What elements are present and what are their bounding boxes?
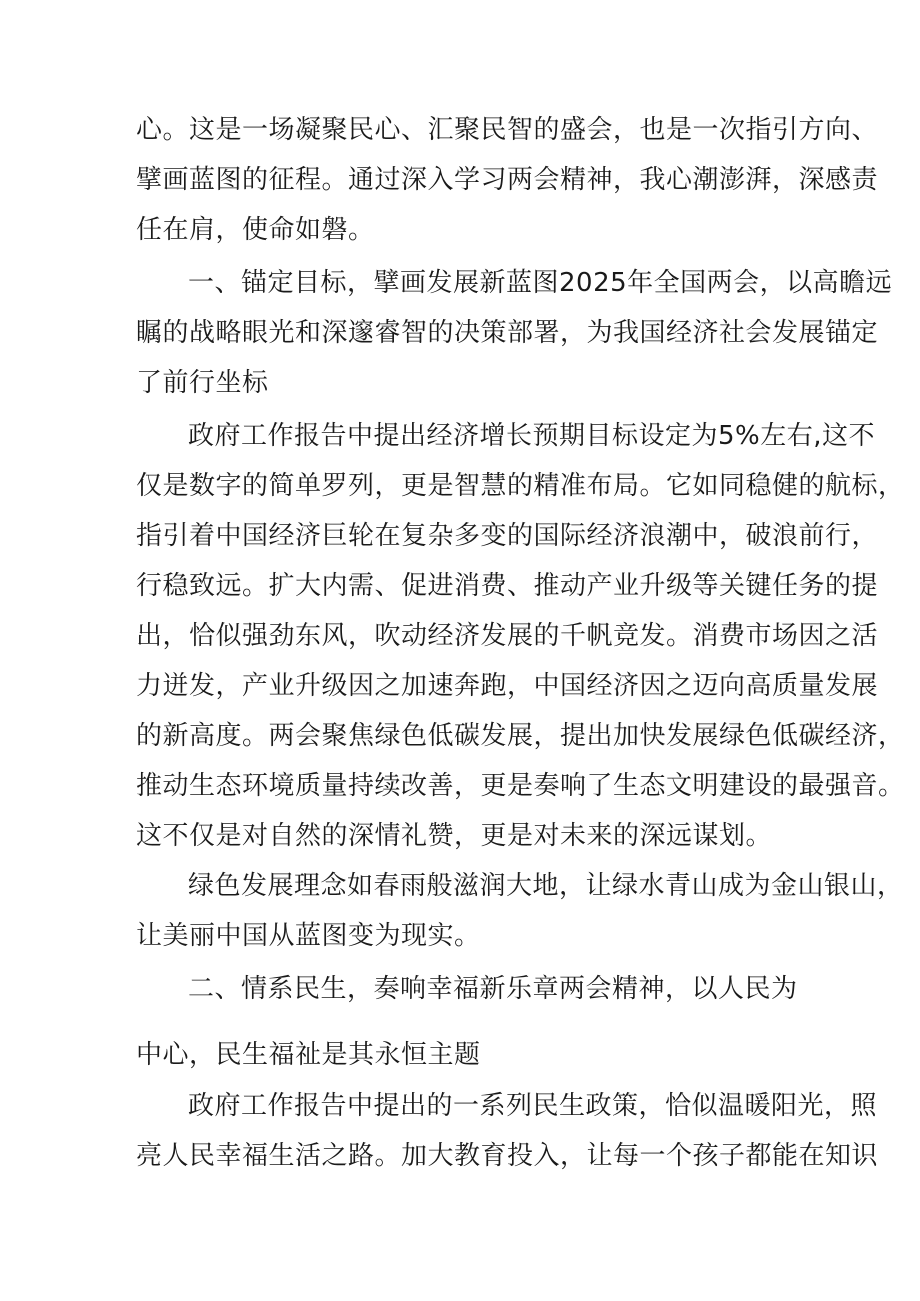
section-heading-line: 二、情系民生，奏响幸福新乐章两会精神，以人民为 bbox=[188, 974, 798, 1004]
body-text-line: 心。这是一场凝聚民心、汇聚民智的盛会，也是一次指引方向、 bbox=[136, 115, 879, 145]
body-text-line: 行稳致远。扩大内需、促进消费、推动产业升级等关键任务的提 bbox=[136, 571, 879, 601]
body-text-line: 力迸发，产业升级因之加速奔跑，中国经济因之迈向高质量发展 bbox=[136, 671, 879, 701]
body-text-line: 政府工作报告中提出的一系列民生政策，恰似温暖阳光，照 bbox=[188, 1091, 878, 1121]
body-text-line: 的新高度。两会聚焦绿色低碳发展，提出加快发展绿色低碳经济， bbox=[136, 721, 905, 751]
section-heading-line: 中心，民生福祉是其永恒主题 bbox=[136, 1040, 481, 1070]
body-text-line: 亮人民幸福生活之路。加大教育投入，让每一个孩子都能在知识 bbox=[136, 1141, 879, 1171]
body-text-line: 仅是数字的简单罗列，更是智慧的精准布局。它如同稳健的航标， bbox=[136, 471, 905, 501]
body-text-line: 擘画蓝图的征程。通过深入学习两会精神，我心潮澎湃，深感责 bbox=[136, 165, 879, 195]
body-text-line: 绿色发展理念如春雨般滋润大地，让绿水青山成为金山银山， bbox=[188, 871, 904, 901]
body-text-line: 指引着中国经济巨轮在复杂多变的国际经济浪潮中，破浪前行， bbox=[136, 521, 879, 551]
section-heading-line: 瞩的战略眼光和深邃睿智的决策部署，为我国经济社会发展锚定 bbox=[136, 318, 879, 348]
body-text-line: 出，恰似强劲东风，吹动经济发展的千帆竞发。消费市场因之活 bbox=[136, 621, 879, 651]
section-heading-line: 一、锚定目标，擘画发展新蓝图2025年全国两会，以高瞻远 bbox=[188, 268, 893, 298]
body-text-line: 政府工作报告中提出经济增长预期目标设定为5%左右,这不 bbox=[188, 421, 876, 451]
body-text-line: 这不仅是对自然的深情礼赞，更是对未来的深远谋划。 bbox=[136, 821, 773, 851]
body-text-line: 任在肩，使命如磐。 bbox=[136, 215, 375, 245]
body-text-line: 推动生态环境质量持续改善，更是奏响了生态文明建设的最强音。 bbox=[136, 771, 905, 801]
body-text-line: 让美丽中国从蓝图变为现实。 bbox=[136, 921, 481, 951]
section-heading-line: 了前行坐标 bbox=[136, 368, 269, 398]
